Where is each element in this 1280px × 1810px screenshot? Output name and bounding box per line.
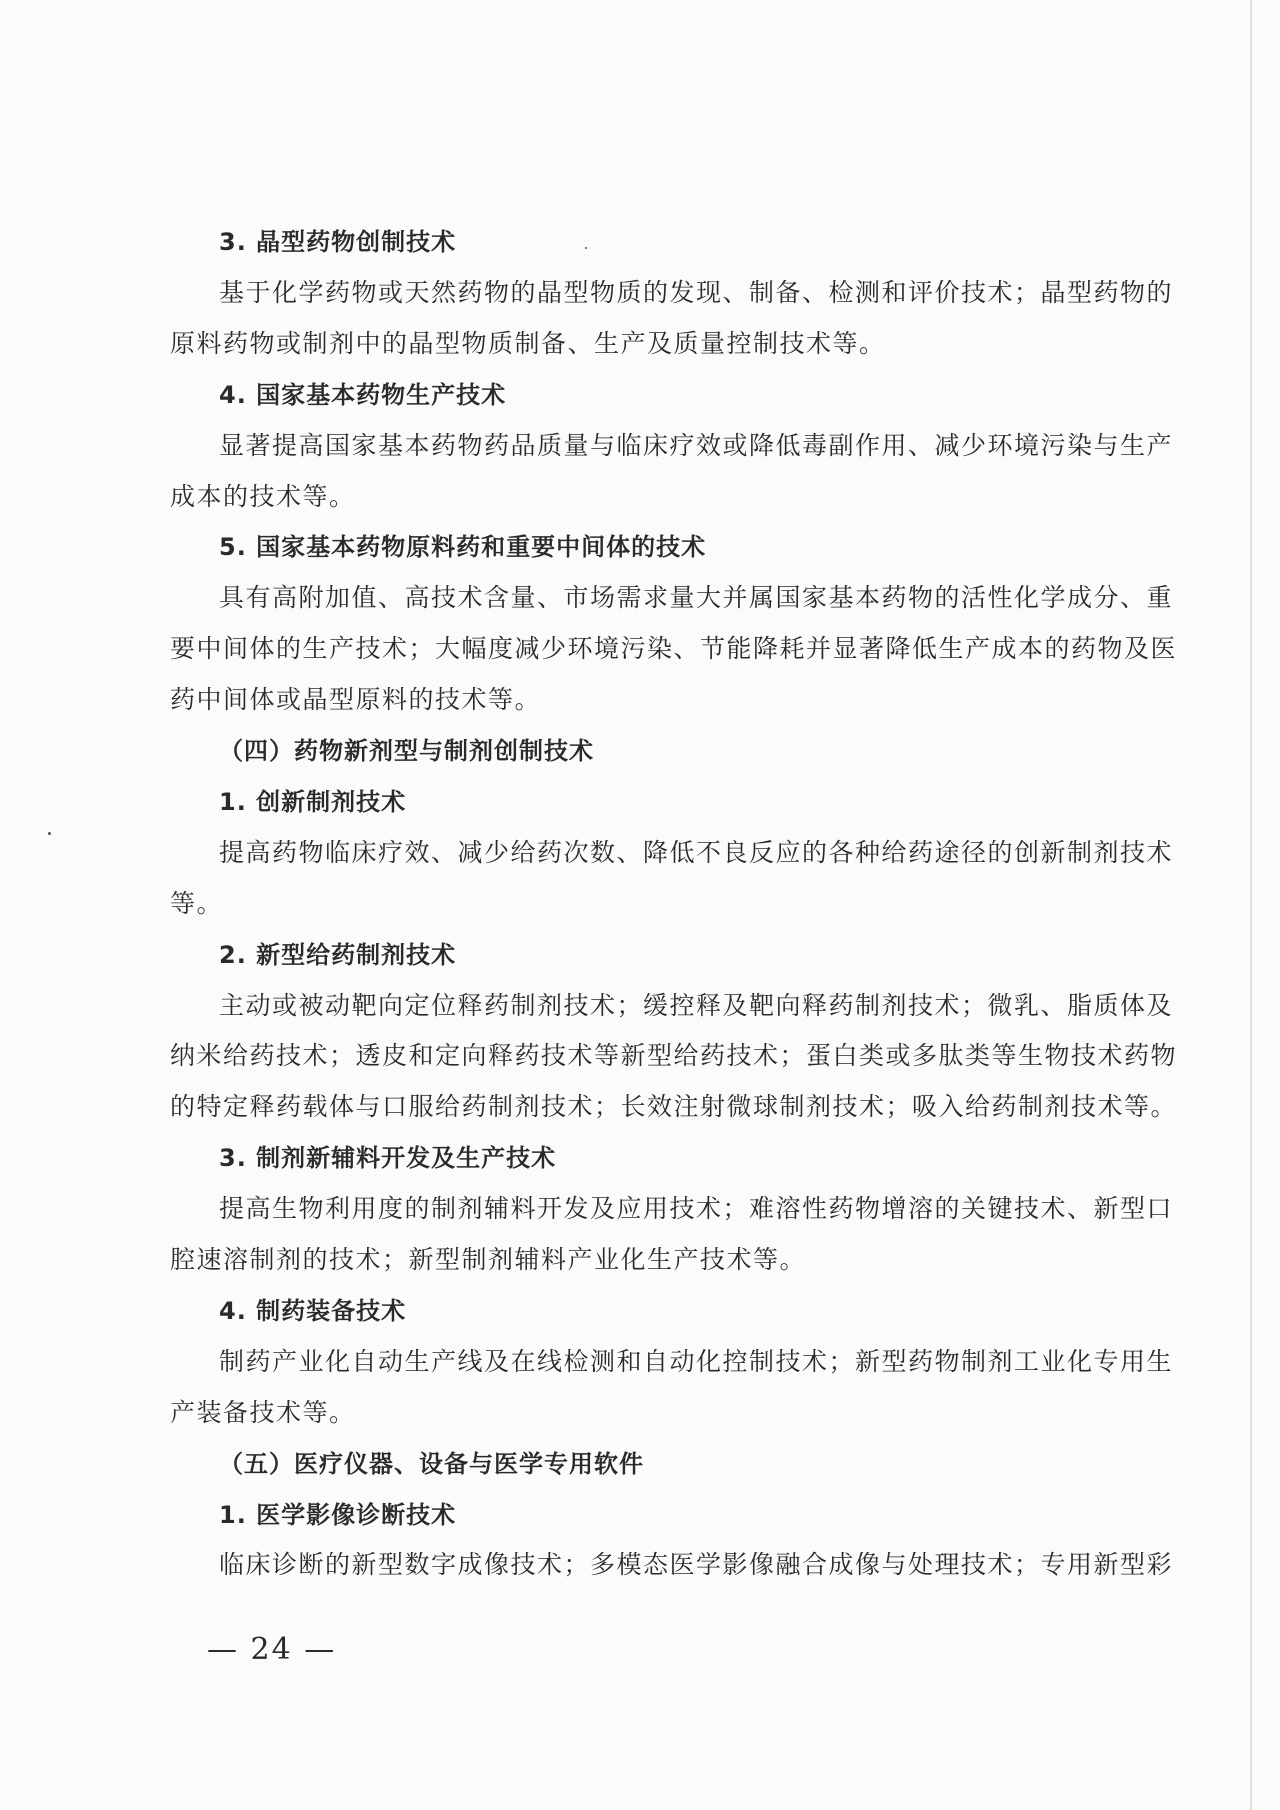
paragraph-line: 显著提高国家基本药物药品质量与临床疗效或降低毒副作用、减少环境污染与生产 — [219, 430, 1174, 460]
paragraph-line: 提高药物临床疗效、减少给药次数、降低不良反应的各种给药途径的创新制剂技术 — [219, 837, 1174, 867]
paragraph-line: 腔速溶制剂的技术；新型制剂辅料产业化生产技术等。 — [170, 1245, 807, 1274]
section-heading: 1. 医学影像诊断技术 — [219, 1500, 457, 1529]
paragraph-line: 具有高附加值、高技术含量、市场需求量大并属国家基本药物的活性化学成分、重 — [219, 583, 1174, 613]
section-heading: （五）医疗仪器、设备与医学专用软件 — [219, 1449, 644, 1478]
paragraph-line: 成本的技术等。 — [170, 481, 356, 511]
paragraph-line: 临床诊断的新型数字成像技术；多模态医学影像融合成像与处理技术；专用新型彩 — [219, 1550, 1174, 1580]
paragraph-line: 制药产业化自动生产线及在线检测和自动化控制技术；新型药物制剂工业化专用生 — [219, 1346, 1174, 1376]
section-heading: 2. 新型给药制剂技术 — [219, 940, 457, 969]
paragraph-line: 产装备技术等。 — [170, 1397, 356, 1427]
paragraph-line: 纳米给药技术；透皮和定向释药技术等新型给药技术；蛋白类或多肽类等生物技术药物 — [170, 1041, 1178, 1071]
section-heading: 5. 国家基本药物原料药和重要中间体的技术 — [219, 533, 707, 562]
paragraph-line: 原料药物或制剂中的晶型物质制备、生产及质量控制技术等。 — [170, 328, 886, 358]
section-heading: 3. 晶型药物创制技术 — [219, 228, 457, 256]
section-heading: 4. 国家基本药物生产技术 — [219, 380, 507, 409]
section-heading: （四）药物新剂型与制剂创制技术 — [219, 737, 594, 765]
paragraph-line: 提高生物利用度的制剂辅料开发及应用技术；难溶性药物增溶的关键技术、新型口 — [219, 1194, 1174, 1224]
paragraph-line: 等。 — [170, 888, 224, 918]
paragraph-line: 要中间体的生产技术；大幅度减少环境污染、节能降耗并显著降低生产成本的药物及医 — [170, 634, 1178, 664]
page-number: — 24 — — [207, 1632, 337, 1667]
paragraph-line: 基于化学药物或天然药物的晶型物质的发现、制备、检测和评价技术；晶型药物的 — [219, 277, 1174, 307]
paragraph-line: 药中间体或晶型原料的技术等。 — [170, 685, 542, 715]
section-heading: 4. 制药装备技术 — [219, 1296, 407, 1325]
section-heading: 3. 制剂新辅料开发及生产技术 — [219, 1144, 557, 1173]
paragraph-line: 主动或被动靶向定位释药制剂技术；缓控释及靶向释药制剂技术；微乳、脂质体及 — [219, 990, 1174, 1020]
paragraph-line: 的特定释药载体与口服给药制剂技术；长效注射微球制剂技术；吸入给药制剂技术等。 — [170, 1092, 1178, 1122]
section-heading: 1. 创新制剂技术 — [219, 787, 407, 816]
